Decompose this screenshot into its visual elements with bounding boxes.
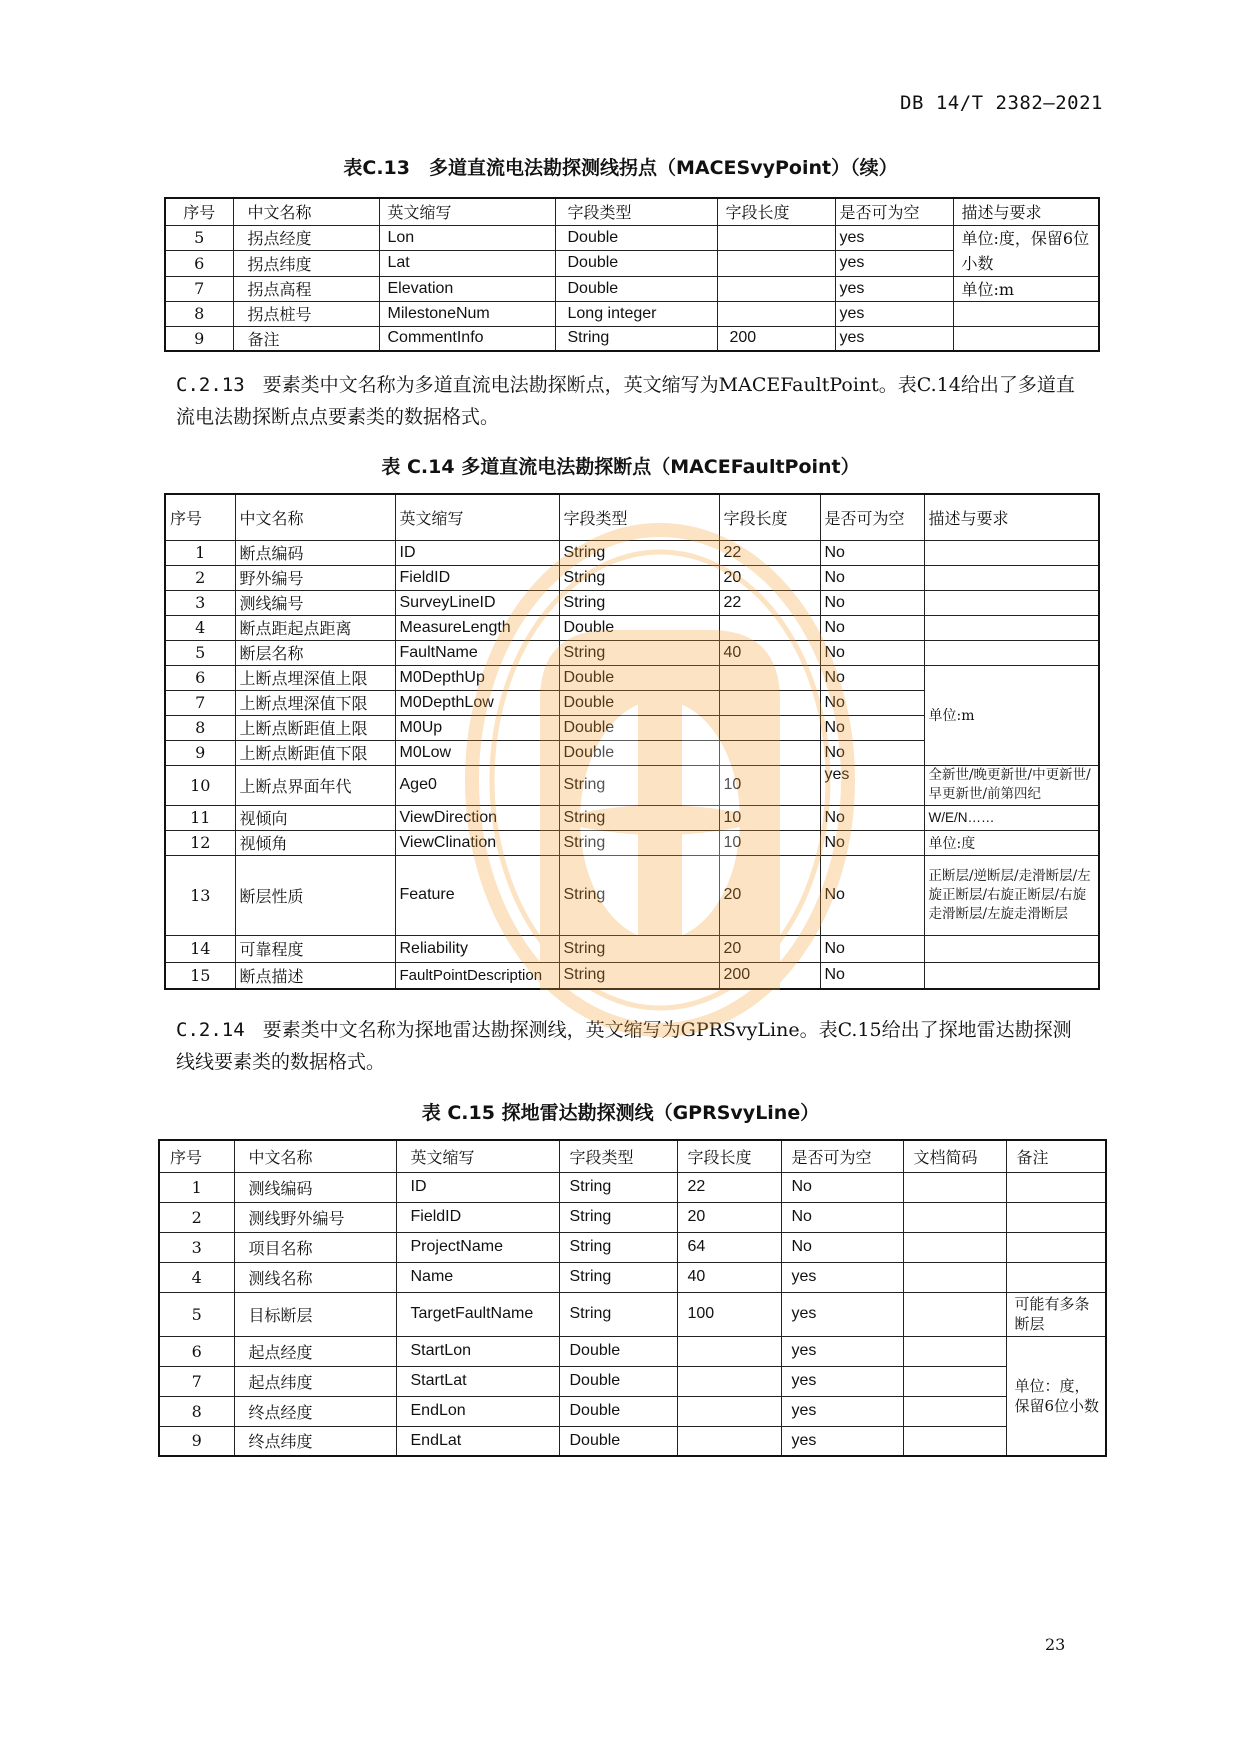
- table-row: [159, 1396, 1106, 1426]
- cell-len: 40: [677, 1262, 781, 1292]
- paragraph-text: 要素类中文名称为多道直流电法勘探断点，英文缩写为MACEFaultPoint。表C.14给出了多道直流电法勘探断点点要素类的数据格式。: [176, 374, 1075, 428]
- cell-len: 10: [719, 765, 820, 805]
- cell-no: 2: [165, 565, 235, 590]
- paragraph-c2-13: [176, 369, 1076, 433]
- header-cell: 中文名称: [235, 494, 395, 540]
- cell-no: 10: [165, 765, 235, 805]
- cell-nullable: yes: [781, 1396, 903, 1426]
- cell-no: 1: [165, 540, 235, 565]
- cell-no: 4: [159, 1262, 234, 1292]
- cell-no: 11: [165, 805, 235, 830]
- cell-no: 1: [159, 1172, 234, 1202]
- table-c14: [164, 493, 1100, 990]
- cell-nullable: No: [820, 665, 924, 690]
- cell-len: [719, 615, 820, 640]
- header-cell: 中文名称: [233, 198, 379, 225]
- cell-desc: [924, 565, 1099, 590]
- cell-desc: 单位:度，保留6位小数: [953, 225, 1099, 276]
- table-row: [165, 565, 1099, 590]
- cell-desc: W/E/N……: [924, 805, 1099, 830]
- cell-nullable: No: [820, 855, 924, 935]
- cell-desc: [953, 301, 1099, 326]
- cell-type: String: [559, 540, 719, 565]
- cell-nullable: yes: [781, 1262, 903, 1292]
- header-cell: 是否可为空: [835, 198, 953, 225]
- cell-desc: 单位:m: [953, 276, 1099, 301]
- cell-no: 12: [165, 830, 235, 855]
- header-cell: 序号: [159, 1140, 234, 1172]
- cell-no: 6: [165, 665, 235, 690]
- cell-cn: 测线编号: [235, 590, 395, 615]
- cell-en: M0Up: [395, 715, 559, 740]
- cell-type: String: [559, 855, 719, 935]
- cell-len: 20: [719, 855, 820, 935]
- header-cell: 字段类型: [559, 494, 719, 540]
- table-header-row: [165, 494, 1099, 540]
- cell-len: [677, 1366, 781, 1396]
- table-row: [165, 540, 1099, 565]
- cell-en: MilestoneNum: [379, 301, 555, 326]
- cell-en: Feature: [395, 855, 559, 935]
- table-row: [165, 765, 1099, 805]
- cell-nullable: No: [820, 830, 924, 855]
- cell-doc-code: [903, 1366, 1006, 1396]
- cell-cn: 测线名称: [234, 1262, 396, 1292]
- cell-desc: 正断层/逆断层/走滑断层/左旋正断层/右旋正断层/右旋走滑断层/左旋走滑断层: [924, 855, 1099, 935]
- header-cell: 英文缩写: [395, 494, 559, 540]
- cell-doc-code: [903, 1292, 1006, 1336]
- cell-cn: 终点纬度: [234, 1426, 396, 1456]
- table-row: [165, 665, 1099, 690]
- cell-doc-code: [903, 1202, 1006, 1232]
- cell-cn: 可靠程度: [235, 935, 395, 962]
- header-cell: 描述与要求: [953, 198, 1099, 225]
- table-c13: [164, 197, 1100, 352]
- header-cell: 字段长度: [719, 494, 820, 540]
- cell-nullable: No: [820, 540, 924, 565]
- cell-en: StartLon: [396, 1336, 559, 1366]
- table-row: [165, 640, 1099, 665]
- cell-en: FieldID: [395, 565, 559, 590]
- cell-desc: [924, 640, 1099, 665]
- cell-type: Double: [559, 690, 719, 715]
- cell-len: 200: [719, 962, 820, 989]
- standard-code: DB 14/T 2382—2021: [900, 92, 1103, 114]
- table-row: [159, 1202, 1106, 1232]
- clause-number: C.2.13: [176, 374, 245, 396]
- cell-nullable: No: [820, 715, 924, 740]
- cell-nullable: No: [781, 1172, 903, 1202]
- cell-nullable: No: [820, 565, 924, 590]
- cell-doc-code: [903, 1426, 1006, 1456]
- table-row: [159, 1172, 1106, 1202]
- cell-cn: 测线编码: [234, 1172, 396, 1202]
- header-cell: 字段长度: [717, 198, 835, 225]
- cell-cn: 测线野外编号: [234, 1202, 396, 1232]
- cell-len: 40: [719, 640, 820, 665]
- cell-cn: 野外编号: [235, 565, 395, 590]
- cell-len: 22: [677, 1172, 781, 1202]
- cell-en: MeasureLength: [395, 615, 559, 640]
- cell-nullable: yes: [835, 301, 953, 326]
- cell-no: 8: [165, 301, 233, 326]
- cell-en: Reliability: [395, 935, 559, 962]
- cell-cn: 项目名称: [234, 1232, 396, 1262]
- cell-no: 9: [165, 740, 235, 765]
- cell-len: 10: [719, 830, 820, 855]
- cell-len: 100: [677, 1292, 781, 1336]
- table-row: [159, 1366, 1106, 1396]
- cell-en: FaultPointDescription: [395, 962, 559, 989]
- cell-len: [717, 276, 835, 301]
- cell-len: 200: [717, 326, 835, 351]
- cell-len: 64: [677, 1232, 781, 1262]
- cell-type: String: [559, 765, 719, 805]
- table-row: [165, 326, 1099, 351]
- table-row: [165, 830, 1099, 855]
- cell-type: Long integer: [555, 301, 717, 326]
- cell-nullable: yes: [835, 225, 953, 251]
- paragraph-c2-14: [176, 1014, 1076, 1078]
- cell-remark: [1006, 1172, 1106, 1202]
- cell-cn: 上断点埋深值上限: [235, 665, 395, 690]
- clause-number: C.2.14: [176, 1019, 245, 1041]
- cell-cn: 终点经度: [234, 1396, 396, 1426]
- cell-len: [717, 251, 835, 277]
- cell-remark: [1006, 1262, 1106, 1292]
- table-row: [159, 1262, 1106, 1292]
- cell-en: StartLat: [396, 1366, 559, 1396]
- cell-nullable: No: [820, 740, 924, 765]
- table-row: [165, 276, 1099, 301]
- cell-cn: 断点描述: [235, 962, 395, 989]
- cell-desc: 全新世/晚更新世/中更新世/早更新世/前第四纪: [924, 765, 1099, 805]
- cell-type: String: [559, 640, 719, 665]
- cell-no: 5: [165, 640, 235, 665]
- header-cell: 字段类型: [555, 198, 717, 225]
- cell-type: Double: [555, 251, 717, 277]
- cell-len: 20: [719, 935, 820, 962]
- cell-len: [717, 301, 835, 326]
- cell-type: String: [559, 1172, 677, 1202]
- cell-no: 5: [165, 225, 233, 251]
- cell-remark: 单位：度，保留6位小数: [1006, 1336, 1106, 1456]
- cell-nullable: yes: [781, 1336, 903, 1366]
- header-cell: 英文缩写: [379, 198, 555, 225]
- cell-en: M0DepthLow: [395, 690, 559, 715]
- cell-en: M0DepthUp: [395, 665, 559, 690]
- cell-en: Elevation: [379, 276, 555, 301]
- cell-len: 22: [719, 590, 820, 615]
- cell-nullable: No: [820, 962, 924, 989]
- cell-len: [719, 690, 820, 715]
- cell-en: Lat: [379, 251, 555, 277]
- cell-doc-code: [903, 1396, 1006, 1426]
- cell-type: Double: [559, 715, 719, 740]
- cell-type: Double: [555, 276, 717, 301]
- cell-desc: 单位:度: [924, 830, 1099, 855]
- cell-nullable: yes: [781, 1366, 903, 1396]
- cell-no: 5: [159, 1292, 234, 1336]
- cell-en: ViewClination: [395, 830, 559, 855]
- table-row: [165, 935, 1099, 962]
- cell-nullable: yes: [835, 276, 953, 301]
- table-c15-caption: 表 C.15 探地雷达勘探测线（GPRSvyLine）: [421, 1102, 820, 1124]
- table-c15: [158, 1139, 1107, 1457]
- cell-nullable: No: [781, 1232, 903, 1262]
- cell-doc-code: [903, 1262, 1006, 1292]
- cell-nullable: No: [820, 690, 924, 715]
- cell-en: ViewDirection: [395, 805, 559, 830]
- table-c14-caption: 表 C.14 多道直流电法勘探断点（MACEFaultPoint）: [381, 456, 860, 478]
- cell-cn: 上断点界面年代: [235, 765, 395, 805]
- cell-no: 4: [165, 615, 235, 640]
- table-row: [165, 962, 1099, 989]
- cell-type: Double: [559, 1336, 677, 1366]
- cell-nullable: No: [820, 805, 924, 830]
- cell-en: ID: [396, 1172, 559, 1202]
- table-row: [165, 301, 1099, 326]
- cell-nullable: yes: [781, 1292, 903, 1336]
- header-cell: 英文缩写: [396, 1140, 559, 1172]
- cell-nullable: yes: [781, 1426, 903, 1456]
- table-row: [165, 225, 1099, 251]
- cell-type: Double: [559, 665, 719, 690]
- cell-desc: [924, 540, 1099, 565]
- header-cell: 描述与要求: [924, 494, 1099, 540]
- cell-no: 15: [165, 962, 235, 989]
- cell-en: EndLat: [396, 1426, 559, 1456]
- cell-no: 7: [165, 276, 233, 301]
- cell-len: [719, 715, 820, 740]
- cell-en: SurveyLineID: [395, 590, 559, 615]
- header-cell: 字段类型: [559, 1140, 677, 1172]
- cell-en: M0Low: [395, 740, 559, 765]
- cell-cn: 断层名称: [235, 640, 395, 665]
- header-cell: 序号: [165, 494, 235, 540]
- cell-type: String: [559, 805, 719, 830]
- cell-type: Double: [559, 1366, 677, 1396]
- cell-no: 6: [159, 1336, 234, 1366]
- cell-doc-code: [903, 1232, 1006, 1262]
- cell-cn: 视倾角: [235, 830, 395, 855]
- cell-cn: 上断点断距值上限: [235, 715, 395, 740]
- cell-en: FaultName: [395, 640, 559, 665]
- cell-doc-code: [903, 1336, 1006, 1366]
- paragraph-text: 要素类中文名称为探地雷达勘探测线，英文缩写为GPRSvyLine。表C.15给出了探地雷达勘探测线线要素类的数据格式。: [176, 1019, 1072, 1073]
- cell-len: [719, 665, 820, 690]
- cell-en: Age0: [395, 765, 559, 805]
- cell-type: Double: [559, 740, 719, 765]
- cell-no: 3: [165, 590, 235, 615]
- cell-len: 20: [677, 1202, 781, 1232]
- cell-remark: [1006, 1232, 1106, 1262]
- cell-cn: 视倾向: [235, 805, 395, 830]
- cell-cn: 备注: [233, 326, 379, 351]
- cell-cn: 起点纬度: [234, 1366, 396, 1396]
- cell-cn: 断点编码: [235, 540, 395, 565]
- page-number: 23: [1045, 1635, 1066, 1654]
- cell-en: ID: [395, 540, 559, 565]
- cell-no: 2: [159, 1202, 234, 1232]
- cell-no: 7: [165, 690, 235, 715]
- cell-cn: 起点经度: [234, 1336, 396, 1366]
- cell-no: 9: [159, 1426, 234, 1456]
- cell-type: String: [559, 565, 719, 590]
- table-header-row: [159, 1140, 1106, 1172]
- table-row: [165, 855, 1099, 935]
- cell-type: Double: [559, 1396, 677, 1426]
- cell-cn: 断层性质: [235, 855, 395, 935]
- cell-type: String: [559, 590, 719, 615]
- table-header-row: [165, 198, 1099, 225]
- table-c13-caption: 表C.13 多道直流电法勘探测线拐点（MACESvyPoint）（续）: [343, 157, 898, 179]
- cell-type: Double: [559, 1426, 677, 1456]
- cell-remark: 可能有多条断层: [1006, 1292, 1106, 1336]
- cell-type: String: [559, 830, 719, 855]
- cell-type: String: [559, 1232, 677, 1262]
- table-row: [159, 1292, 1106, 1336]
- cell-en: TargetFaultName: [396, 1292, 559, 1336]
- cell-cn: 拐点经度: [233, 225, 379, 251]
- cell-desc: 单位:m: [924, 665, 1099, 765]
- table-row: [159, 1426, 1106, 1456]
- cell-no: 7: [159, 1366, 234, 1396]
- cell-type: String: [559, 1262, 677, 1292]
- cell-type: Double: [555, 225, 717, 251]
- cell-no: 13: [165, 855, 235, 935]
- cell-no: 9: [165, 326, 233, 351]
- cell-en: Name: [396, 1262, 559, 1292]
- cell-desc: [953, 326, 1099, 351]
- header-cell: 序号: [165, 198, 233, 225]
- cell-doc-code: [903, 1172, 1006, 1202]
- cell-nullable: No: [781, 1202, 903, 1232]
- cell-no: 8: [165, 715, 235, 740]
- cell-type: String: [559, 1292, 677, 1336]
- cell-len: [677, 1426, 781, 1456]
- cell-en: Lon: [379, 225, 555, 251]
- cell-desc: [924, 935, 1099, 962]
- cell-nullable: yes: [835, 326, 953, 351]
- cell-len: [677, 1396, 781, 1426]
- header-cell: 是否可为空: [820, 494, 924, 540]
- cell-desc: [924, 962, 1099, 989]
- header-cell: 备注: [1006, 1140, 1106, 1172]
- header-cell: 是否可为空: [781, 1140, 903, 1172]
- cell-cn: 断点距起点距离: [235, 615, 395, 640]
- cell-len: 20: [719, 565, 820, 590]
- cell-type: String: [559, 962, 719, 989]
- cell-en: ProjectName: [396, 1232, 559, 1262]
- cell-nullable: No: [820, 590, 924, 615]
- cell-cn: 拐点纬度: [233, 251, 379, 277]
- cell-en: CommentInfo: [379, 326, 555, 351]
- cell-len: [677, 1336, 781, 1366]
- cell-no: 3: [159, 1232, 234, 1262]
- cell-remark: [1006, 1202, 1106, 1232]
- cell-len: [719, 740, 820, 765]
- cell-nullable: No: [820, 640, 924, 665]
- header-cell: 字段长度: [677, 1140, 781, 1172]
- header-cell: 文档简码: [903, 1140, 1006, 1172]
- cell-type: Double: [559, 615, 719, 640]
- header-cell: 中文名称: [234, 1140, 396, 1172]
- table-row: [165, 615, 1099, 640]
- cell-nullable: No: [820, 935, 924, 962]
- cell-type: String: [555, 326, 717, 351]
- table-row: [159, 1232, 1106, 1262]
- cell-no: 6: [165, 251, 233, 277]
- cell-en: EndLon: [396, 1396, 559, 1426]
- cell-nullable: yes: [820, 765, 924, 805]
- cell-cn: 上断点断距值下限: [235, 740, 395, 765]
- cell-cn: 目标断层: [234, 1292, 396, 1336]
- cell-desc: [924, 590, 1099, 615]
- cell-len: [717, 225, 835, 251]
- cell-cn: 拐点高程: [233, 276, 379, 301]
- cell-nullable: yes: [835, 251, 953, 277]
- cell-cn: 上断点埋深值下限: [235, 690, 395, 715]
- cell-len: 22: [719, 540, 820, 565]
- cell-no: 8: [159, 1396, 234, 1426]
- cell-nullable: No: [820, 615, 924, 640]
- cell-en: FieldID: [396, 1202, 559, 1232]
- cell-len: 10: [719, 805, 820, 830]
- cell-desc: [924, 615, 1099, 640]
- table-row: [165, 805, 1099, 830]
- table-row: [165, 590, 1099, 615]
- cell-cn: 拐点桩号: [233, 301, 379, 326]
- table-row: [159, 1336, 1106, 1366]
- cell-type: String: [559, 935, 719, 962]
- cell-type: String: [559, 1202, 677, 1232]
- cell-no: 14: [165, 935, 235, 962]
